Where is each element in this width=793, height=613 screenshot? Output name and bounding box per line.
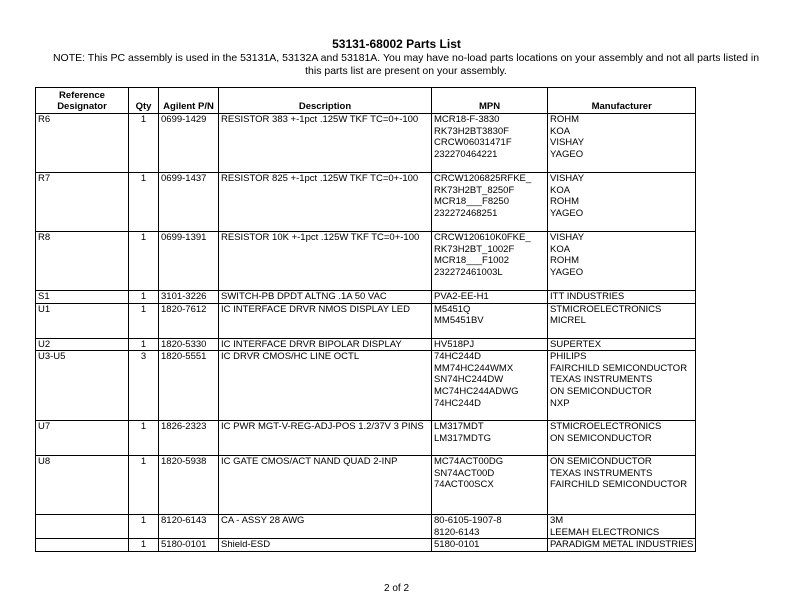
manufacturer-line: STMICROELECTRONICS bbox=[550, 303, 662, 315]
qty-cell: 1 bbox=[129, 303, 159, 338]
reference-designator-cell bbox=[36, 515, 129, 539]
mpn-line: 5180-0101 bbox=[434, 539, 480, 551]
manufacturer-line: NXP bbox=[550, 397, 570, 409]
manufacturer-cell bbox=[548, 303, 696, 338]
manufacturer-line: PARADIGM METAL INDUSTRIES bbox=[550, 539, 694, 551]
table-row bbox=[36, 456, 696, 515]
manufacturer-line: KOA bbox=[550, 243, 571, 255]
manufacturer-cell bbox=[548, 351, 696, 421]
qty-cell: 1 bbox=[129, 515, 159, 539]
manufacturer-cell bbox=[548, 114, 696, 173]
mpn-line: PVA2-EE-H1 bbox=[434, 291, 489, 302]
mpn-line: MCR18___F8250 bbox=[434, 196, 509, 208]
mpn-line: MCR18-F-3830 bbox=[434, 114, 500, 125]
manufacturer-cell bbox=[548, 539, 696, 552]
qty-cell: 1 bbox=[129, 456, 159, 515]
mpn-line: HV518PJ bbox=[434, 338, 475, 350]
description-cell: RESISTOR 10K +-1pct .125W TKF TC=0+-100 bbox=[219, 232, 432, 291]
description-cell: IC DRVR CMOS/HC LINE OCTL bbox=[219, 351, 432, 421]
mpn-cell bbox=[432, 232, 548, 291]
mpn-line: LM317MDTG bbox=[434, 432, 492, 444]
table-row bbox=[36, 539, 696, 552]
description-cell: IC INTERFACE DRVR NMOS DISPLAY LED bbox=[219, 303, 432, 338]
manufacturer-line: ROHM bbox=[550, 114, 580, 125]
manufacturer-line: VISHAY bbox=[550, 173, 585, 184]
qty-cell: 3 bbox=[129, 351, 159, 421]
mpn-cell bbox=[432, 456, 548, 515]
mpn-line: CRCW06031471F bbox=[434, 137, 512, 149]
manufacturer-cell bbox=[548, 173, 696, 232]
manufacturer-cell bbox=[548, 232, 696, 291]
reference-designator-cell: R7 bbox=[36, 173, 129, 232]
table-row bbox=[36, 421, 696, 456]
qty-cell: 1 bbox=[129, 114, 159, 173]
reference-designator-cell: R6 bbox=[36, 114, 129, 173]
manufacturer-line: ON SEMICONDUCTOR bbox=[550, 456, 652, 468]
agilent-pn-cell: 0699-1437 bbox=[159, 173, 219, 232]
mpn-line: MC74ACT00DG bbox=[434, 456, 504, 468]
header-manufacturer: Manufacturer bbox=[548, 88, 696, 114]
table-row bbox=[36, 291, 696, 304]
table-row bbox=[36, 114, 696, 173]
agilent-pn-cell: 1826-2323 bbox=[159, 421, 219, 456]
manufacturer-line: ON SEMICONDUCTOR bbox=[550, 432, 652, 444]
qty-cell: 1 bbox=[129, 421, 159, 456]
mpn-line: 74HC244D bbox=[434, 397, 481, 409]
mpn-line: 232270464221 bbox=[434, 148, 498, 160]
manufacturer-line: MICREL bbox=[550, 315, 586, 327]
page-number: 2 of 2 bbox=[383, 583, 410, 594]
manufacturer-cell bbox=[548, 421, 696, 456]
manufacturer-line: KOA bbox=[550, 125, 571, 137]
mpn-cell bbox=[432, 291, 548, 304]
table-row bbox=[36, 338, 696, 351]
header-mpn: MPN bbox=[432, 88, 548, 114]
mpn-cell bbox=[432, 515, 548, 539]
mpn-line: M5451Q bbox=[434, 303, 471, 315]
qty-cell: 1 bbox=[129, 173, 159, 232]
manufacturer-line: ITT INDUSTRIES bbox=[550, 291, 625, 302]
manufacturer-line: YAGEO bbox=[550, 148, 584, 160]
agilent-pn-cell: 1820-5551 bbox=[159, 351, 219, 421]
mpn-line: CRCW120610K0FKE_ bbox=[434, 232, 531, 243]
manufacturer-line: TEXAS INSTRUMENTS bbox=[550, 467, 653, 479]
reference-designator-cell: U7 bbox=[36, 421, 129, 456]
qty-cell: 1 bbox=[129, 539, 159, 552]
manufacturer-line: TEXAS INSTRUMENTS bbox=[550, 374, 653, 386]
manufacturer-line: YAGEO bbox=[550, 207, 584, 219]
reference-designator-cell: S1 bbox=[36, 291, 129, 304]
mpn-line: MC74HC244ADWG bbox=[434, 385, 519, 397]
agilent-pn-cell: 3101-3226 bbox=[159, 291, 219, 304]
mpn-line: MM5451BV bbox=[434, 315, 484, 327]
qty-cell: 1 bbox=[129, 291, 159, 304]
mpn-line: SN74HC244DW bbox=[434, 374, 504, 386]
mpn-line: SN74ACT00D bbox=[434, 467, 495, 479]
header-description: Description bbox=[219, 88, 432, 114]
mpn-line: RK73H2BT_8250F bbox=[434, 184, 515, 196]
mpn-line: 8120-6143 bbox=[434, 526, 480, 538]
manufacturer-cell bbox=[548, 515, 696, 539]
agilent-pn-cell: 8120-6143 bbox=[159, 515, 219, 539]
header-qty: Qty bbox=[129, 88, 159, 114]
description-cell: Shield-ESD bbox=[219, 539, 432, 552]
mpn-cell bbox=[432, 421, 548, 456]
manufacturer-line: LEEMAH ELECTRONICS bbox=[550, 526, 660, 538]
description-cell: IC GATE CMOS/ACT NAND QUAD 2-INP bbox=[219, 456, 432, 515]
agilent-pn-cell: 0699-1391 bbox=[159, 232, 219, 291]
table-row bbox=[36, 232, 696, 291]
mpn-cell bbox=[432, 338, 548, 351]
manufacturer-line: PHILIPS bbox=[550, 351, 587, 363]
manufacturer-cell bbox=[548, 456, 696, 515]
manufacturer-line: VISHAY bbox=[550, 232, 585, 243]
manufacturer-cell bbox=[548, 338, 696, 351]
parts-table-body bbox=[36, 114, 696, 552]
manufacturer-line: KOA bbox=[550, 184, 571, 196]
agilent-pn-cell: 0699-1429 bbox=[159, 114, 219, 173]
mpn-cell bbox=[432, 539, 548, 552]
parts-table bbox=[35, 87, 696, 552]
manufacturer-line: SUPERTEX bbox=[550, 338, 602, 350]
manufacturer-line: FAIRCHILD SEMICONDUCTOR bbox=[550, 362, 688, 374]
mpn-line: MM74HC244WMX bbox=[434, 362, 514, 374]
qty-cell: 1 bbox=[129, 338, 159, 351]
reference-designator-cell: R8 bbox=[36, 232, 129, 291]
table-row bbox=[36, 303, 696, 338]
mpn-line: 232272468251 bbox=[434, 207, 498, 219]
description-cell: RESISTOR 825 +-1pct .125W TKF TC=0+-100 bbox=[219, 173, 432, 232]
reference-designator-cell: U2 bbox=[36, 338, 129, 351]
mpn-line: 74HC244D bbox=[434, 351, 481, 363]
table-row bbox=[36, 173, 696, 232]
mpn-line: RK73H2BT3830F bbox=[434, 125, 509, 137]
table-header-row bbox=[36, 88, 696, 114]
table-row bbox=[36, 351, 696, 421]
manufacturer-line: ROHM bbox=[550, 255, 580, 267]
mpn-cell bbox=[432, 173, 548, 232]
mpn-line: 232272461003L bbox=[434, 266, 503, 278]
reference-designator-cell bbox=[36, 539, 129, 552]
mpn-cell bbox=[432, 303, 548, 338]
mpn-line: CRCW1206825RFKE_ bbox=[434, 173, 532, 184]
manufacturer-cell bbox=[548, 291, 696, 304]
header-agilent-pn: Agilent P/N bbox=[159, 88, 219, 114]
mpn-line: 74ACT00SCX bbox=[434, 479, 494, 491]
manufacturer-line: STMICROELECTRONICS bbox=[550, 421, 662, 433]
manufacturer-line: VISHAY bbox=[550, 137, 585, 149]
manufacturer-line: 3M bbox=[550, 515, 564, 527]
description-cell: IC INTERFACE DRVR BIPOLAR DISPLAY bbox=[219, 338, 432, 351]
description-cell: CA - ASSY 28 AWG bbox=[219, 515, 432, 539]
manufacturer-line: ON SEMICONDUCTOR bbox=[550, 385, 652, 397]
mpn-line: MCR18___F1002 bbox=[434, 255, 509, 267]
agilent-pn-cell: 1820-5330 bbox=[159, 338, 219, 351]
mpn-line: RK73H2BT_1002F bbox=[434, 243, 515, 255]
header-reference-designator: Reference Designator bbox=[36, 88, 129, 114]
agilent-pn-cell: 1820-5938 bbox=[159, 456, 219, 515]
mpn-line: 80-6105-1907-8 bbox=[434, 515, 502, 527]
agilent-pn-cell: 5180-0101 bbox=[159, 539, 219, 552]
reference-designator-cell: U8 bbox=[36, 456, 129, 515]
manufacturer-line: FAIRCHILD SEMICONDUCTOR bbox=[550, 479, 688, 491]
description-cell: SWITCH-PB DPDT ALTNG .1A 50 VAC bbox=[219, 291, 432, 304]
table-row bbox=[36, 515, 696, 539]
page-title: 53131-68002 Parts List bbox=[332, 37, 461, 51]
mpn-line: LM317MDT bbox=[434, 421, 484, 433]
mpn-cell bbox=[432, 114, 548, 173]
mpn-cell bbox=[432, 351, 548, 421]
qty-cell: 1 bbox=[129, 232, 159, 291]
reference-designator-cell: U1 bbox=[36, 303, 129, 338]
agilent-pn-cell: 1820-7612 bbox=[159, 303, 219, 338]
assembly-note: NOTE: This PC assembly is used in the 53131A, 53132A and 53181A. You may have no-load parts locations on your assembly and not all parts listed in this parts list are present on your assembly. bbox=[52, 52, 760, 77]
reference-designator-cell: U3-U5 bbox=[36, 351, 129, 421]
manufacturer-line: ROHM bbox=[550, 196, 580, 208]
description-cell: IC PWR MGT-V-REG-ADJ-POS 1.2/37V 3 PINS bbox=[219, 421, 432, 456]
description-cell: RESISTOR 383 +-1pct .125W TKF TC=0+-100 bbox=[219, 114, 432, 173]
manufacturer-line: YAGEO bbox=[550, 266, 584, 278]
